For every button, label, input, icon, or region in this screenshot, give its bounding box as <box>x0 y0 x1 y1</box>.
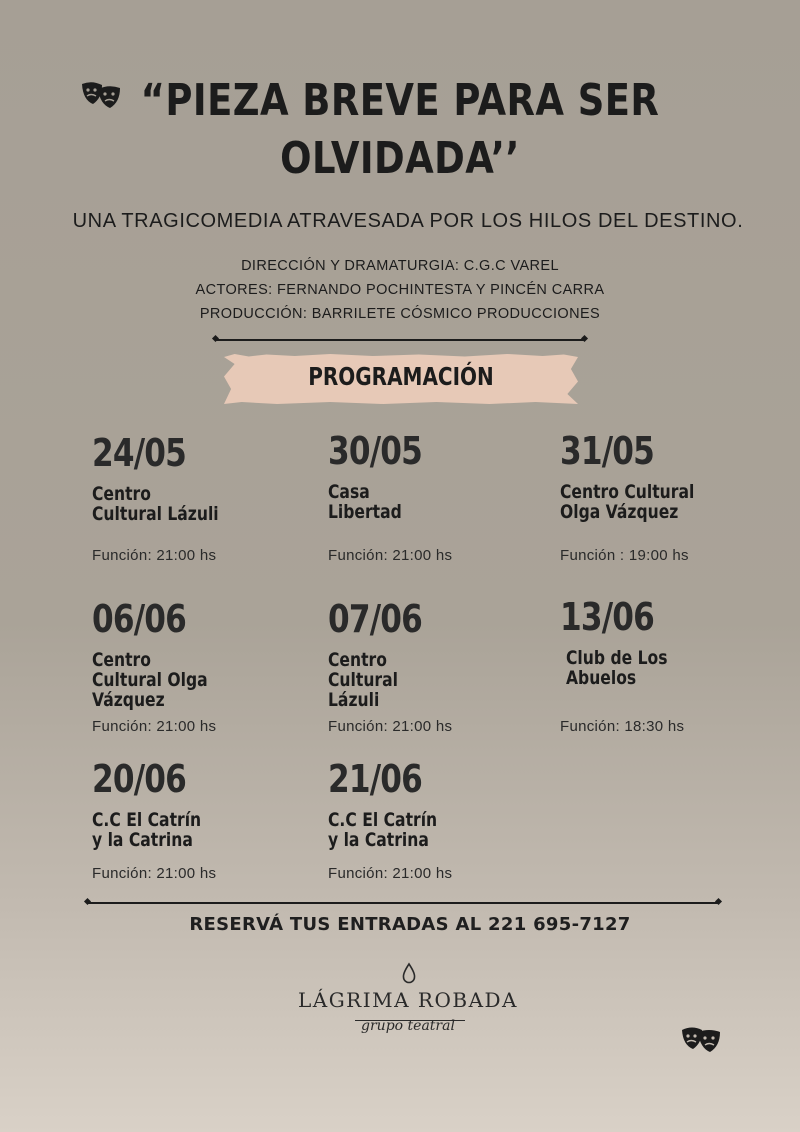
event-time: Función : 19:00 hs <box>560 547 689 564</box>
programacion-label: PROGRAMACIÓN <box>308 362 494 391</box>
credit-actors: ACTORES: FERNANDO POCHINTESTA Y PINCÉN CARRA <box>195 282 605 298</box>
event-venue: Casa Libertad <box>328 481 402 523</box>
event-date: 06/06 <box>92 597 187 641</box>
reserve-phone: RESERVÁ TUS ENTRADAS AL 221 695-7127 <box>189 914 631 935</box>
event-time: Función: 21:00 hs <box>92 547 217 564</box>
event-card <box>560 429 780 564</box>
event-card <box>560 595 780 735</box>
event-venue: Centro Cultural Lázuli <box>92 483 219 525</box>
logo-name: LÁGRIMA ROBADA <box>297 988 518 1012</box>
event-card <box>92 431 312 564</box>
event-card <box>328 597 548 735</box>
event-date: 13/06 <box>560 595 655 639</box>
divider-top <box>216 339 584 341</box>
subtitle: UNA TRAGICOMEDIA ATRAVESADA POR LOS HILOS DEL DESTINO. <box>72 210 744 232</box>
event-venue: Centro Cultural Olga Vázquez <box>560 481 695 523</box>
teardrop-icon <box>401 962 417 984</box>
event-date: 24/05 <box>92 431 187 475</box>
event-time: Función: 21:00 hs <box>328 718 453 735</box>
divider-bottom <box>88 902 718 904</box>
event-time: Función: 21:00 hs <box>328 865 453 882</box>
event-venue: C.C El Catrín y la Catrina <box>328 809 438 851</box>
event-card <box>328 757 548 882</box>
event-venue: Centro Cultural Lázuli <box>328 649 398 711</box>
event-time: Función: 21:00 hs <box>328 547 453 564</box>
credit-production: PRODUCCIÓN: BARRILETE CÓSMICO PRODUCCIONES <box>199 306 601 322</box>
theater-masks-icon <box>680 1024 722 1054</box>
event-date: 31/05 <box>560 429 655 473</box>
event-time: Función: 21:00 hs <box>92 718 217 735</box>
event-date: 30/05 <box>328 429 423 473</box>
event-time: Función: 21:00 hs <box>92 865 217 882</box>
event-venue: C.C El Catrín y la Catrina <box>92 809 202 851</box>
event-card <box>92 597 312 735</box>
logo-subtitle: grupo teatral <box>361 1018 455 1034</box>
event-card <box>328 429 548 564</box>
page-title <box>64 72 736 188</box>
event-card <box>92 757 312 882</box>
event-venue: Club de Los Abuelos <box>566 647 668 689</box>
credit-direction: DIRECCIÓN Y DRAMATURGIA: C.G.C VAREL <box>241 258 559 274</box>
event-date: 07/06 <box>328 597 423 641</box>
event-time: Función: 18:30 hs <box>560 718 685 735</box>
event-date: 21/06 <box>328 757 423 801</box>
title-line-1: “PIEZA BREVE PARA SER <box>140 75 660 126</box>
event-venue: Centro Cultural Olga Vázquez <box>92 649 208 711</box>
title-line-2: OLVIDADA’’ <box>280 133 520 184</box>
event-date: 20/06 <box>92 757 187 801</box>
